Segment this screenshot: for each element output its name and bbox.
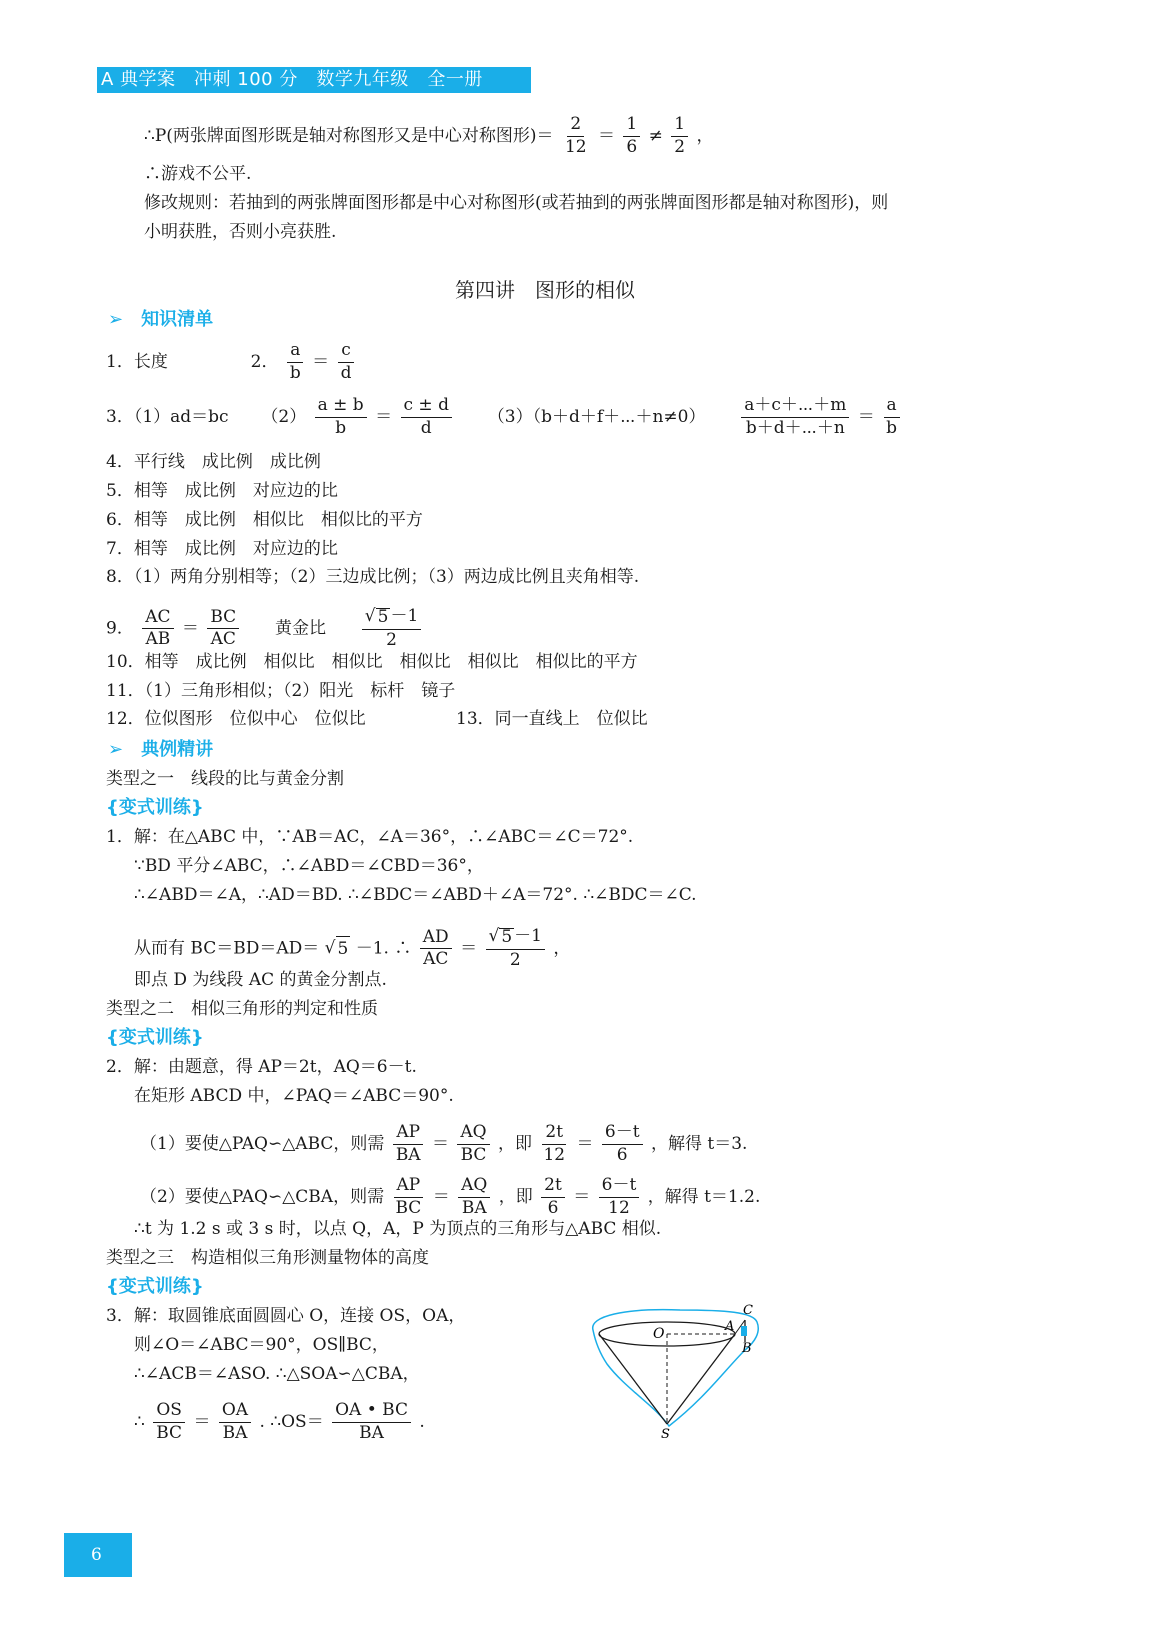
- fraction: [362, 608, 422, 650]
- fraction: [287, 342, 304, 383]
- denominator: BC: [156, 1422, 183, 1443]
- denominator: BA: [395, 1144, 421, 1165]
- denominator: 12: [564, 136, 587, 157]
- numerator: 6－t: [602, 1124, 643, 1145]
- denominator: BC: [460, 1144, 487, 1165]
- numerator: AC: [142, 609, 173, 630]
- case-2-result: ，解得 t＝1.2.: [647, 1186, 761, 1207]
- solution-3-line-3: ∴∠ACB＝∠ASO. ∴△SOA∽△CBA，: [134, 1364, 420, 1384]
- denominator: BC: [395, 1197, 422, 1218]
- denominator: 12: [608, 1197, 630, 1218]
- type-3-heading: 类型之三 构造相似三角形测量物体的高度: [106, 1248, 429, 1268]
- fraction: [338, 342, 355, 383]
- lecture-title: 第四讲 图形的相似: [455, 278, 635, 302]
- sqrt-icon: √: [324, 938, 336, 959]
- numerator: AD: [420, 929, 452, 950]
- fraction: [315, 397, 367, 438]
- numerator: c ± d: [401, 397, 452, 418]
- numerator: 2: [567, 116, 584, 137]
- fraction: [393, 1124, 424, 1165]
- minus-one: －1: [514, 926, 542, 946]
- numerator: BC: [207, 609, 239, 630]
- numerator: a: [884, 397, 900, 418]
- denominator: b: [335, 417, 347, 438]
- solution-1-line-1: 1．解：在△ABC 中，∵AB＝AC，∠A＝36°，∴∠ABC＝∠C＝72°.: [106, 827, 634, 847]
- solution-1-line-3: ∴∠ABD＝∠A，∴AD＝BD. ∴∠BDC＝∠ABD＋∠A＝72°. ∴∠BDC＝∠C.: [134, 885, 697, 905]
- fraction: [599, 1177, 640, 1218]
- numerator: a ± b: [315, 397, 367, 418]
- header-bar: A 典学案 冲刺 100 分 数学九年级 全一册: [97, 67, 531, 93]
- knowledge-item-10: 10．相等 成比例 相似比 相似比 相似比 相似比 相似比的平方: [106, 652, 638, 672]
- label-a: A: [725, 1319, 735, 1334]
- denominator: 2: [509, 949, 521, 970]
- denominator: BA: [359, 1422, 384, 1443]
- solution-2-case-1: （1）要使△PAQ∽△ABC，则需 $\frac{AP}{BA}$ ＝ $\frac{AQ}{BC}$ ，即 $\frac{2t}{12}$ ＝ $\frac{6-t}{6}$ ，解得 t＝3.: [140, 1122, 748, 1165]
- numerator: a: [287, 342, 303, 363]
- knowledge-item-13: 13．同一直线上 位似比: [456, 709, 648, 729]
- denominator: 6: [547, 1197, 559, 1218]
- fraction: [207, 606, 239, 650]
- solution-3-line-1: 3．解：取圆锥底面圆圆心 O，连接 OS，OA，: [106, 1306, 466, 1326]
- unfair-line: ∴游戏不公平.: [144, 164, 252, 184]
- numerator: 6－t: [599, 1177, 640, 1198]
- solution-2-line-1: 2．解：由题意，得 AP＝2t，AQ＝6－t.: [106, 1057, 417, 1077]
- label-s: S: [661, 1427, 670, 1442]
- knowledge-item-9: 9． $\frac{AC}{AB}$ ＝ $\frac{BC}{AC}$ 黄金比 √ 5 －1 2: [106, 608, 424, 650]
- solution-2-line-2: 在矩形 ABCD 中，∠PAQ＝∠ABC＝90°.: [134, 1086, 454, 1106]
- equals-sign: ＝: [597, 125, 615, 146]
- numerator: AP: [393, 1124, 423, 1145]
- item-9-label: 9．: [106, 618, 134, 639]
- marker-box: [741, 1326, 747, 1336]
- fraction: [420, 926, 452, 970]
- numerator: a＋c＋⋯＋m: [741, 397, 849, 418]
- golden-ratio-word: 黄金比: [274, 618, 326, 639]
- radicand: 5: [336, 936, 351, 961]
- numerator: OA: [219, 1402, 251, 1423]
- fraction: [458, 1177, 490, 1218]
- knowledge-item-11: 11．（1）三角形相似；（2）阳光 标杆 镜子: [106, 681, 456, 701]
- denominator: d: [340, 362, 352, 383]
- knowledge-item-3: 3．（1）ad＝bc （2） $\frac{a \pm b}{b}$ ＝ $\frac{c \pm d}{d}$ （3）（b＋d＋f＋⋯＋n≠0） $\frac{a+c+\cdots+m}{b+d+\cdots+n}$ ＝ $\frac{a}{b}$: [106, 397, 903, 438]
- numerator: OA • BC: [332, 1402, 411, 1423]
- denominator: BA: [461, 1197, 487, 1218]
- fraction: [602, 1124, 643, 1165]
- cone-left-edge: [599, 1334, 667, 1424]
- numerator: c: [338, 342, 354, 363]
- numerator: AQ: [458, 1177, 490, 1198]
- not-equal-sign: ≠: [648, 125, 663, 146]
- sqrt-icon: √: [488, 926, 500, 946]
- case-1-mid: ，即: [498, 1133, 533, 1154]
- fraction: [401, 397, 452, 438]
- s1-l4-lead: 从而有 BC＝BD＝AD＝: [134, 938, 320, 959]
- probability-lead: ∴P(两张牌面图形既是轴对称图形又是中心对称图形)＝: [144, 125, 554, 146]
- denominator: d: [420, 417, 432, 438]
- denominator: 2: [674, 136, 686, 157]
- numerator: AP: [394, 1177, 424, 1198]
- fraction: [741, 397, 849, 438]
- radicand: 5: [501, 927, 513, 947]
- page-number: 6: [64, 1533, 132, 1577]
- denominator: 12: [543, 1144, 566, 1165]
- rule-line-1: 修改规则：若抽到的两张牌面图形都是中心对称图形(或若抽到的两张牌面图形都是轴对称图形)，则: [144, 193, 889, 213]
- variant-training-label: {变式训练}: [106, 797, 204, 818]
- fraction: [142, 606, 173, 650]
- fraction: [671, 116, 688, 157]
- item-3-part-2-label: （2）: [261, 406, 307, 427]
- radicand: 5: [377, 607, 389, 627]
- denominator: 6: [626, 136, 638, 157]
- sqrt-expression: [489, 928, 515, 947]
- knowledge-item-5: 5．相等 成比例 对应边的比: [106, 481, 338, 501]
- s3-l4-mid: . ∴OS＝: [259, 1411, 324, 1432]
- solution-2-case-2: （2）要使△PAQ∽△CBA，则需 $\frac{AP}{BC}$ ＝ $\frac{AQ}{BA}$ ，即 $\frac{2t}{6}$ ＝ $\frac{6-t}{12}$ ，解得 t＝1.2.: [140, 1175, 761, 1218]
- fraction: [392, 1177, 424, 1218]
- knowledge-item-12: 12．位似图形 位似中心 位似比: [106, 709, 366, 729]
- denominator: AC: [423, 949, 449, 970]
- cone-right-edge: [667, 1334, 735, 1424]
- type-1-heading: 类型之一 线段的比与黄金分割: [106, 769, 344, 789]
- minus-one: －1: [390, 606, 419, 626]
- numerator: 1: [671, 116, 688, 137]
- knowledge-item-8: 8．（1）两角分别相等；（2）三边成比例；（3）两边成比例且夹角相等.: [106, 567, 640, 587]
- sqrt-icon: √: [364, 606, 376, 626]
- denominator: AC: [210, 629, 236, 650]
- fraction: [219, 1402, 251, 1443]
- fraction: [540, 1124, 568, 1165]
- knowledge-item-1: 1．长度: [106, 351, 168, 372]
- numerator: 2t: [541, 1177, 565, 1198]
- fraction: [883, 397, 900, 438]
- fraction: [332, 1402, 411, 1443]
- case-1-result: ，解得 t＝3.: [650, 1133, 748, 1154]
- numerator: OS: [153, 1402, 185, 1423]
- sqrt-expression: [365, 608, 391, 627]
- s1-l4-mid: －1. ∴: [355, 938, 412, 959]
- knowledge-item-4: 4．平行线 成比例 成比例: [106, 452, 321, 472]
- item-3-part-3-label: （3）（b＋d＋f＋⋯＋n≠0）: [487, 406, 706, 427]
- fraction: [457, 1124, 489, 1165]
- fraction: [153, 1402, 185, 1443]
- solution-2-conclusion: ∴t 为 1.2 s 或 3 s 时，以点 Q，A，P 为顶点的三角形与△ABC 相似.: [134, 1219, 662, 1239]
- knowledge-item-2-label: 2．: [250, 351, 279, 372]
- denominator: 6: [616, 1144, 628, 1165]
- sqrt-expression: [325, 936, 351, 961]
- type-2-heading: 类型之二 相似三角形的判定和性质: [106, 999, 378, 1019]
- period: .: [419, 1411, 425, 1432]
- numerator: 2t: [542, 1124, 566, 1145]
- fraction: [562, 116, 590, 157]
- knowledge-item-7: 7．相等 成比例 对应边的比: [106, 539, 338, 559]
- denominator: b＋d＋⋯＋n: [745, 417, 845, 438]
- denominator: b: [886, 417, 898, 438]
- section-knowledge-heading: ➢ 知识清单: [108, 309, 214, 330]
- numerator: AQ: [457, 1124, 489, 1145]
- comma: ，: [696, 125, 714, 146]
- numerator: [486, 928, 546, 950]
- solution-1-line-5: 即点 D 为线段 AC 的黄金分割点.: [134, 970, 387, 990]
- item-3-part-1: 3．（1）ad＝bc: [106, 406, 229, 427]
- denominator: 2: [386, 629, 397, 650]
- denominator: AB: [145, 629, 171, 650]
- solution-1-line-2: ∵BD 平分∠ABC，∴∠ABD＝∠CBD＝36°，: [134, 856, 484, 876]
- variant-training-label: {变式训练}: [106, 1027, 204, 1048]
- solution-3-line-2: 则∠O＝∠ABC＝90°，OS∥BC，: [134, 1335, 389, 1355]
- label-b: B: [742, 1341, 752, 1356]
- case-2-lead: （2）要使△PAQ∽△CBA，则需: [140, 1186, 385, 1207]
- numerator: [362, 608, 422, 630]
- denominator: BA: [222, 1422, 248, 1443]
- denominator: b: [289, 362, 301, 383]
- cone-figure: [585, 1298, 775, 1443]
- knowledge-item-1-2: 1．长度 2． $\frac{a}{b}$ ＝ $\frac{c}{d}$: [106, 342, 357, 383]
- knowledge-item-6: 6．相等 成比例 相似比 相似比的平方: [106, 510, 423, 530]
- fraction: [623, 116, 640, 157]
- rule-line-2: 小明获胜，否则小亮获胜.: [144, 222, 337, 242]
- case-2-mid: ，即: [498, 1186, 533, 1207]
- solution-3-line-4: ∴ $\frac{OS}{BC}$ ＝ $\frac{OA}{BA}$ . ∴OS＝ $\frac{OA • BC}{BA}$ .: [134, 1400, 425, 1443]
- section-examples-heading: ➢ 典例精讲: [108, 739, 214, 760]
- label-o: O: [653, 1326, 665, 1342]
- variant-training-label: {变式训练}: [106, 1276, 204, 1297]
- fraction: [486, 928, 546, 970]
- probability-line: [144, 116, 714, 157]
- case-1-lead: （1）要使△PAQ∽△ABC，则需: [140, 1133, 385, 1154]
- solution-1-line-4: 从而有 BC＝BD＝AD＝ √ 5 －1. ∴ $\frac{AD}{AC}$ ＝ √ 5 －1 2 ，: [134, 926, 571, 970]
- comma: ，: [553, 938, 571, 959]
- fraction: [541, 1177, 565, 1218]
- therefore-symbol: ∴: [134, 1411, 145, 1432]
- numerator: 1: [623, 116, 640, 137]
- label-c: C: [743, 1303, 753, 1318]
